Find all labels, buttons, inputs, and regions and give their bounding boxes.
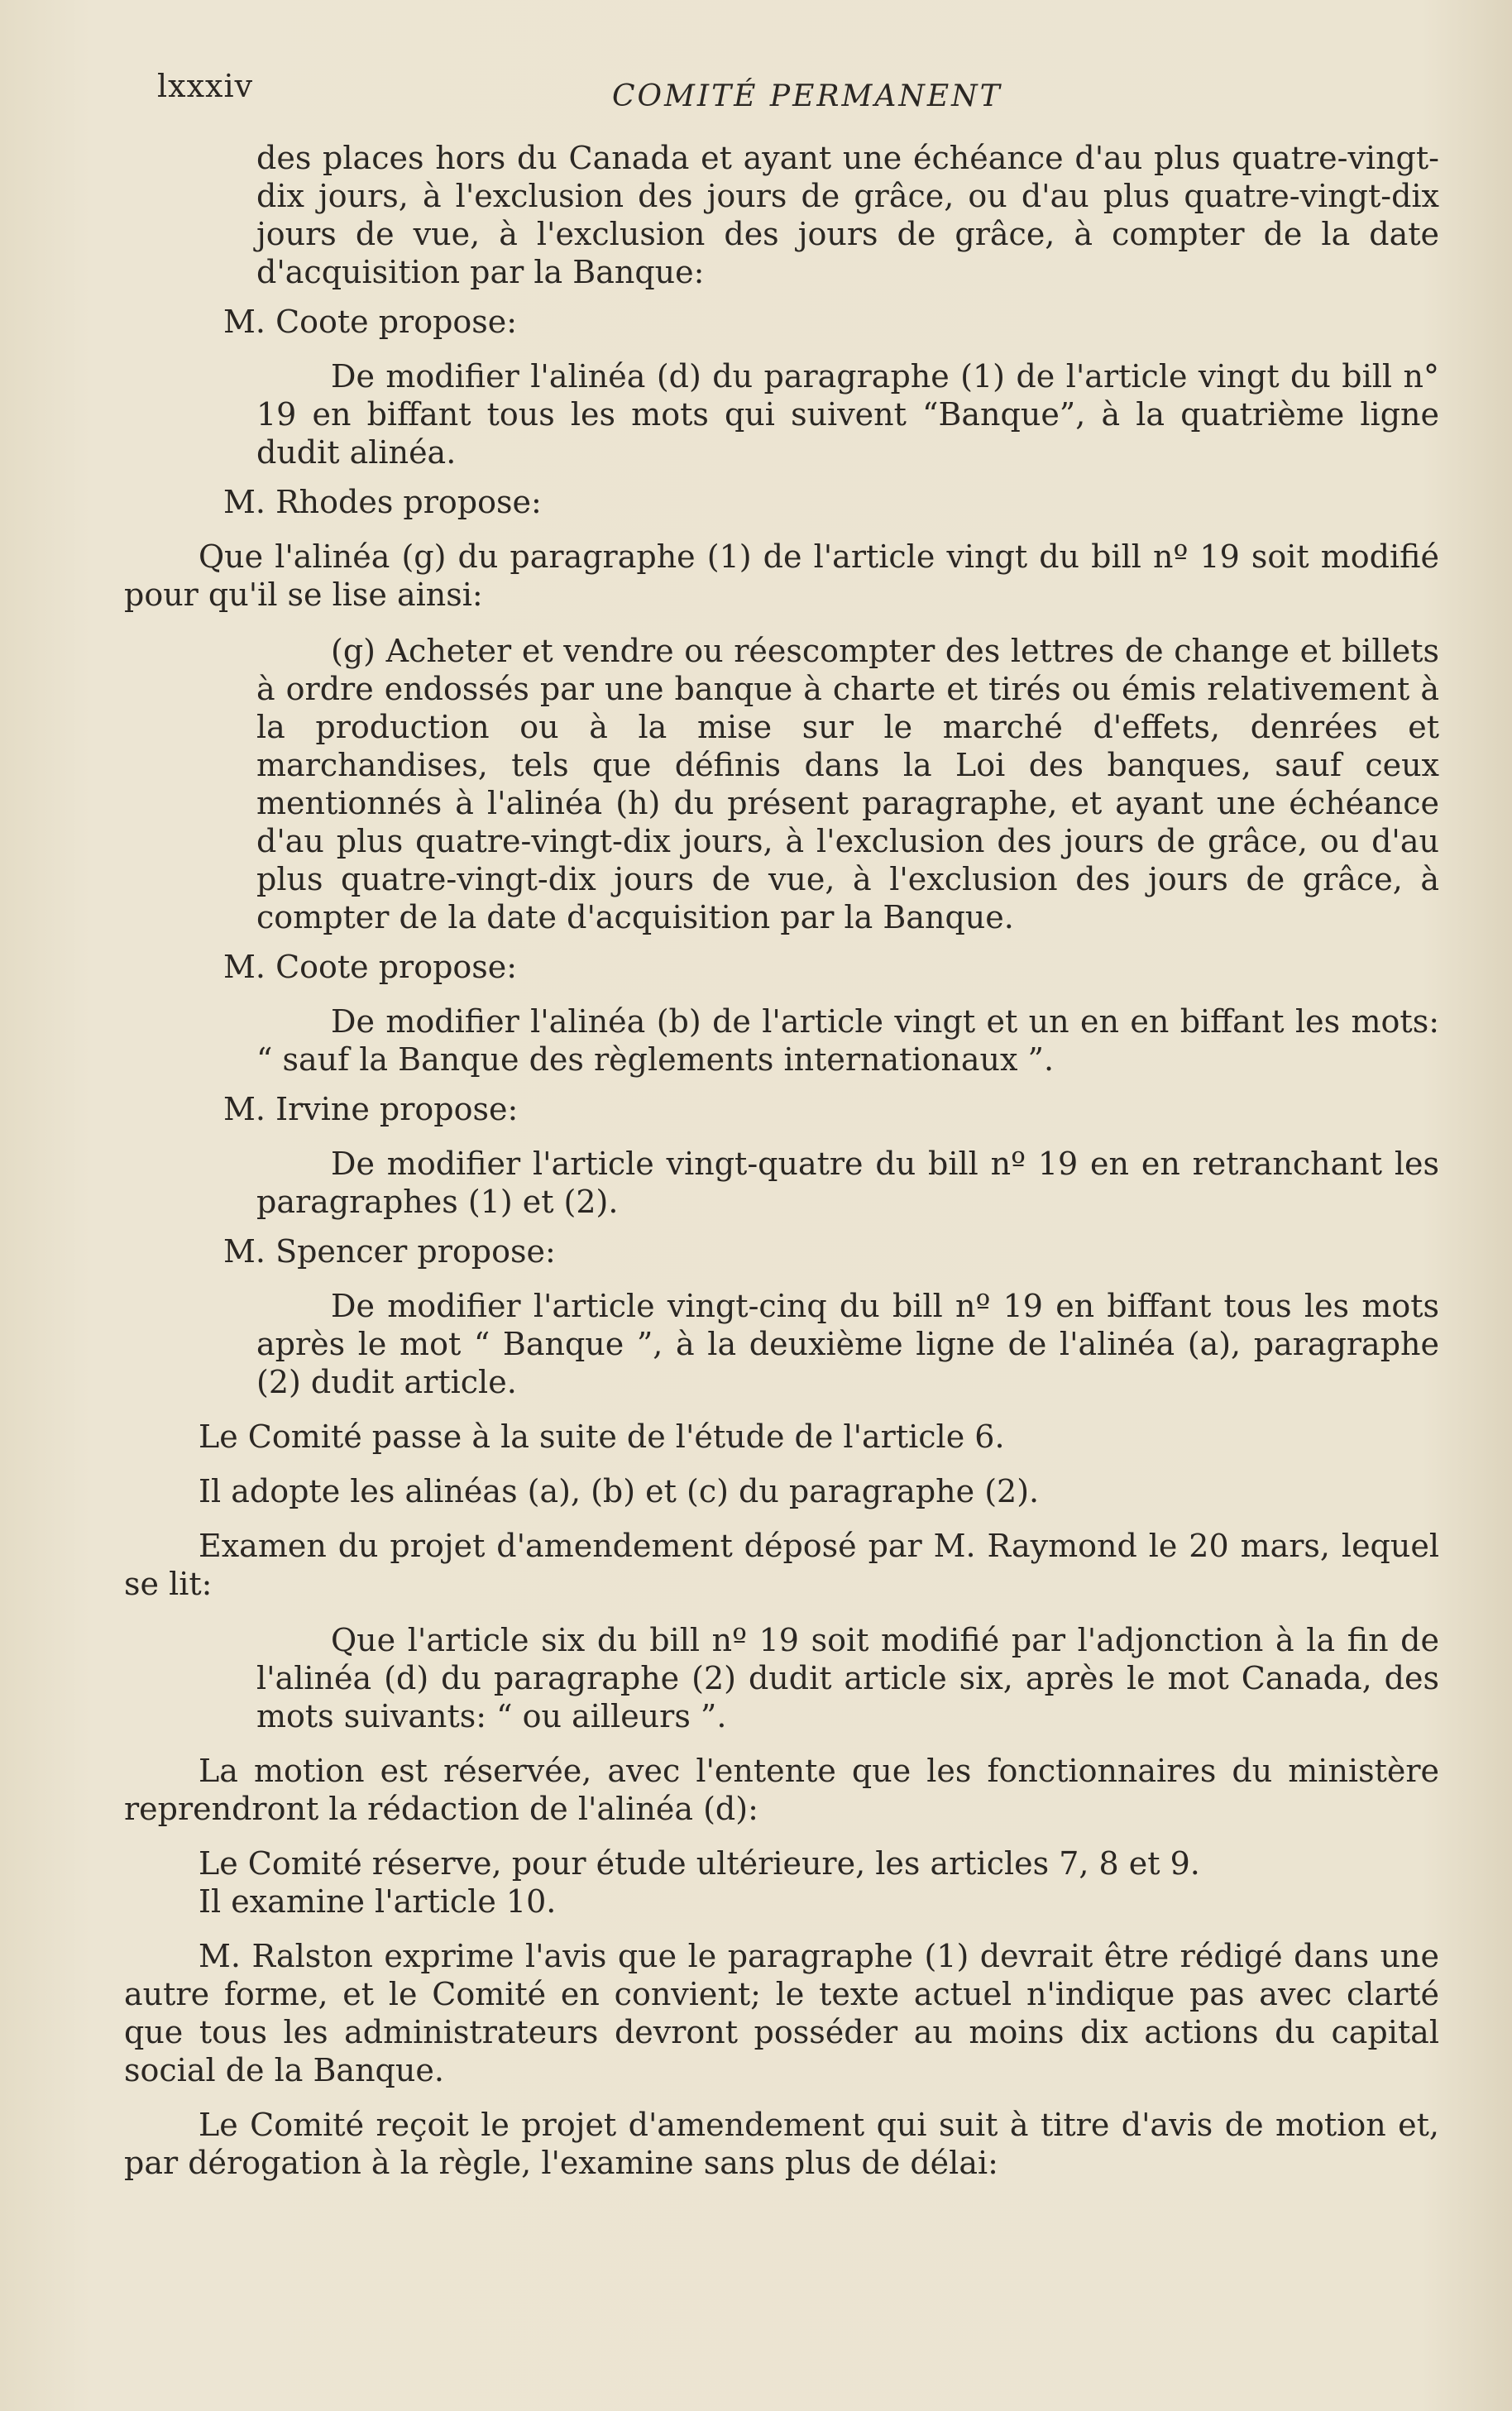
mover-line: M. Coote propose: bbox=[223, 304, 518, 340]
motion-text: De modifier l'alinéa (b) de l'article vingt et un en en biffant les mots: “ sauf la Banque des règlements internationaux ”. bbox=[256, 1003, 1439, 1078]
body-paragraph: Que l'alinéa (g) du paragraphe (1) de l'article vingt du bill nº 19 soit modifié pour qu'il se lise ainsi: bbox=[124, 538, 1439, 613]
mover-line: M. Irvine propose: bbox=[223, 1091, 519, 1127]
motion-text: De modifier l'article vingt-quatre du bill nº 19 en en retranchant les paragraphes (1) et (2). bbox=[256, 1146, 1439, 1220]
motion-text: De modifier l'article vingt-cinq du bill nº 19 en biffant tous les mots après le mot “ Banque ”, à la deuxième ligne de l'alinéa (a), paragraphe (2) dudit article. bbox=[256, 1288, 1439, 1400]
motion-text: Que l'article six du bill nº 19 soit modifié par l'adjonction à la fin de l'alinéa (d) du paragraphe (2) dudit article six, après le mot Canada, des mots suivants: “ ou ailleurs ”. bbox=[256, 1622, 1439, 1734]
motion-text: (g) Acheter et vendre ou réescompter des lettres de change et billets à ordre endossés par une banque à charte et tirés ou émis relativement à la production ou à la mise sur le marché d'effets, denrées et marchandises, tels que définis dans la Loi des banques, sauf ceux mentionnés à l'alinéa (h) du présent paragraphe, et ayant une échéance d'au plus quatre-vingt-dix jours, à l'exclusion des jours de grâce, ou d'au plus quatre-vingt-dix jours de vue, à l'exclusion des jours de grâce, à compter de la date d'acquisition par la Banque. bbox=[256, 633, 1439, 935]
body-paragraph: Le Comité passe à la suite de l'étude de l'article 6. bbox=[199, 1418, 1005, 1455]
body-paragraph: Le Comité reçoit le projet d'amendement qui suit à titre d'avis de motion et, par dérogation à la règle, l'examine sans plus de délai: bbox=[124, 2107, 1439, 2181]
mover-line: M. Spencer propose: bbox=[223, 1233, 556, 1270]
body-paragraph: Il examine l'article 10. bbox=[199, 1883, 557, 1920]
body-paragraph: La motion est réservée, avec l'entente que les fonctionnaires du ministère reprendront la rédaction de l'alinéa (d): bbox=[124, 1753, 1439, 1827]
body-paragraph: Il adopte les alinéas (a), (b) et (c) du paragraphe (2). bbox=[199, 1473, 1040, 1509]
mover-line: M. Rhodes propose: bbox=[223, 484, 542, 520]
body-paragraph: Le Comité réserve, pour étude ultérieure, les articles 7, 8 et 9. bbox=[199, 1845, 1200, 1882]
body-paragraph: Examen du projet d'amendement déposé par M. Raymond le 20 mars, lequel se lit: bbox=[124, 1528, 1439, 1602]
document-body bbox=[124, 139, 1439, 2182]
quote-paragraph: des places hors du Canada et ayant une échéance d'au plus quatre-vingt-dix jours, à l'exclusion des jours de grâce, ou d'au plus quatre-vingt-dix jours de vue, à l'exclusion des jours de grâce, à compter de la date d'acquisition par la Banque: bbox=[256, 140, 1439, 290]
mover-line: M. Coote propose: bbox=[223, 949, 518, 985]
running-head: COMITÉ PERMANENT bbox=[612, 79, 1002, 113]
body-paragraph: M. Ralston exprime l'avis que le paragraphe (1) devrait être rédigé dans une autre forme, et le Comité en convient; le texte actuel n'indique pas avec clarté que tous les administrateurs devront posséder au moins dix actions du capital social de la Banque. bbox=[124, 1938, 1439, 2088]
page-header bbox=[157, 68, 1396, 117]
page-number: lxxxiv bbox=[157, 68, 254, 104]
motion-text: De modifier l'alinéa (d) du paragraphe (1) de l'article vingt du bill n° 19 en biffant tous les mots qui suivent “Banque”, à la quatrième ligne dudit alinéa. bbox=[256, 358, 1439, 471]
